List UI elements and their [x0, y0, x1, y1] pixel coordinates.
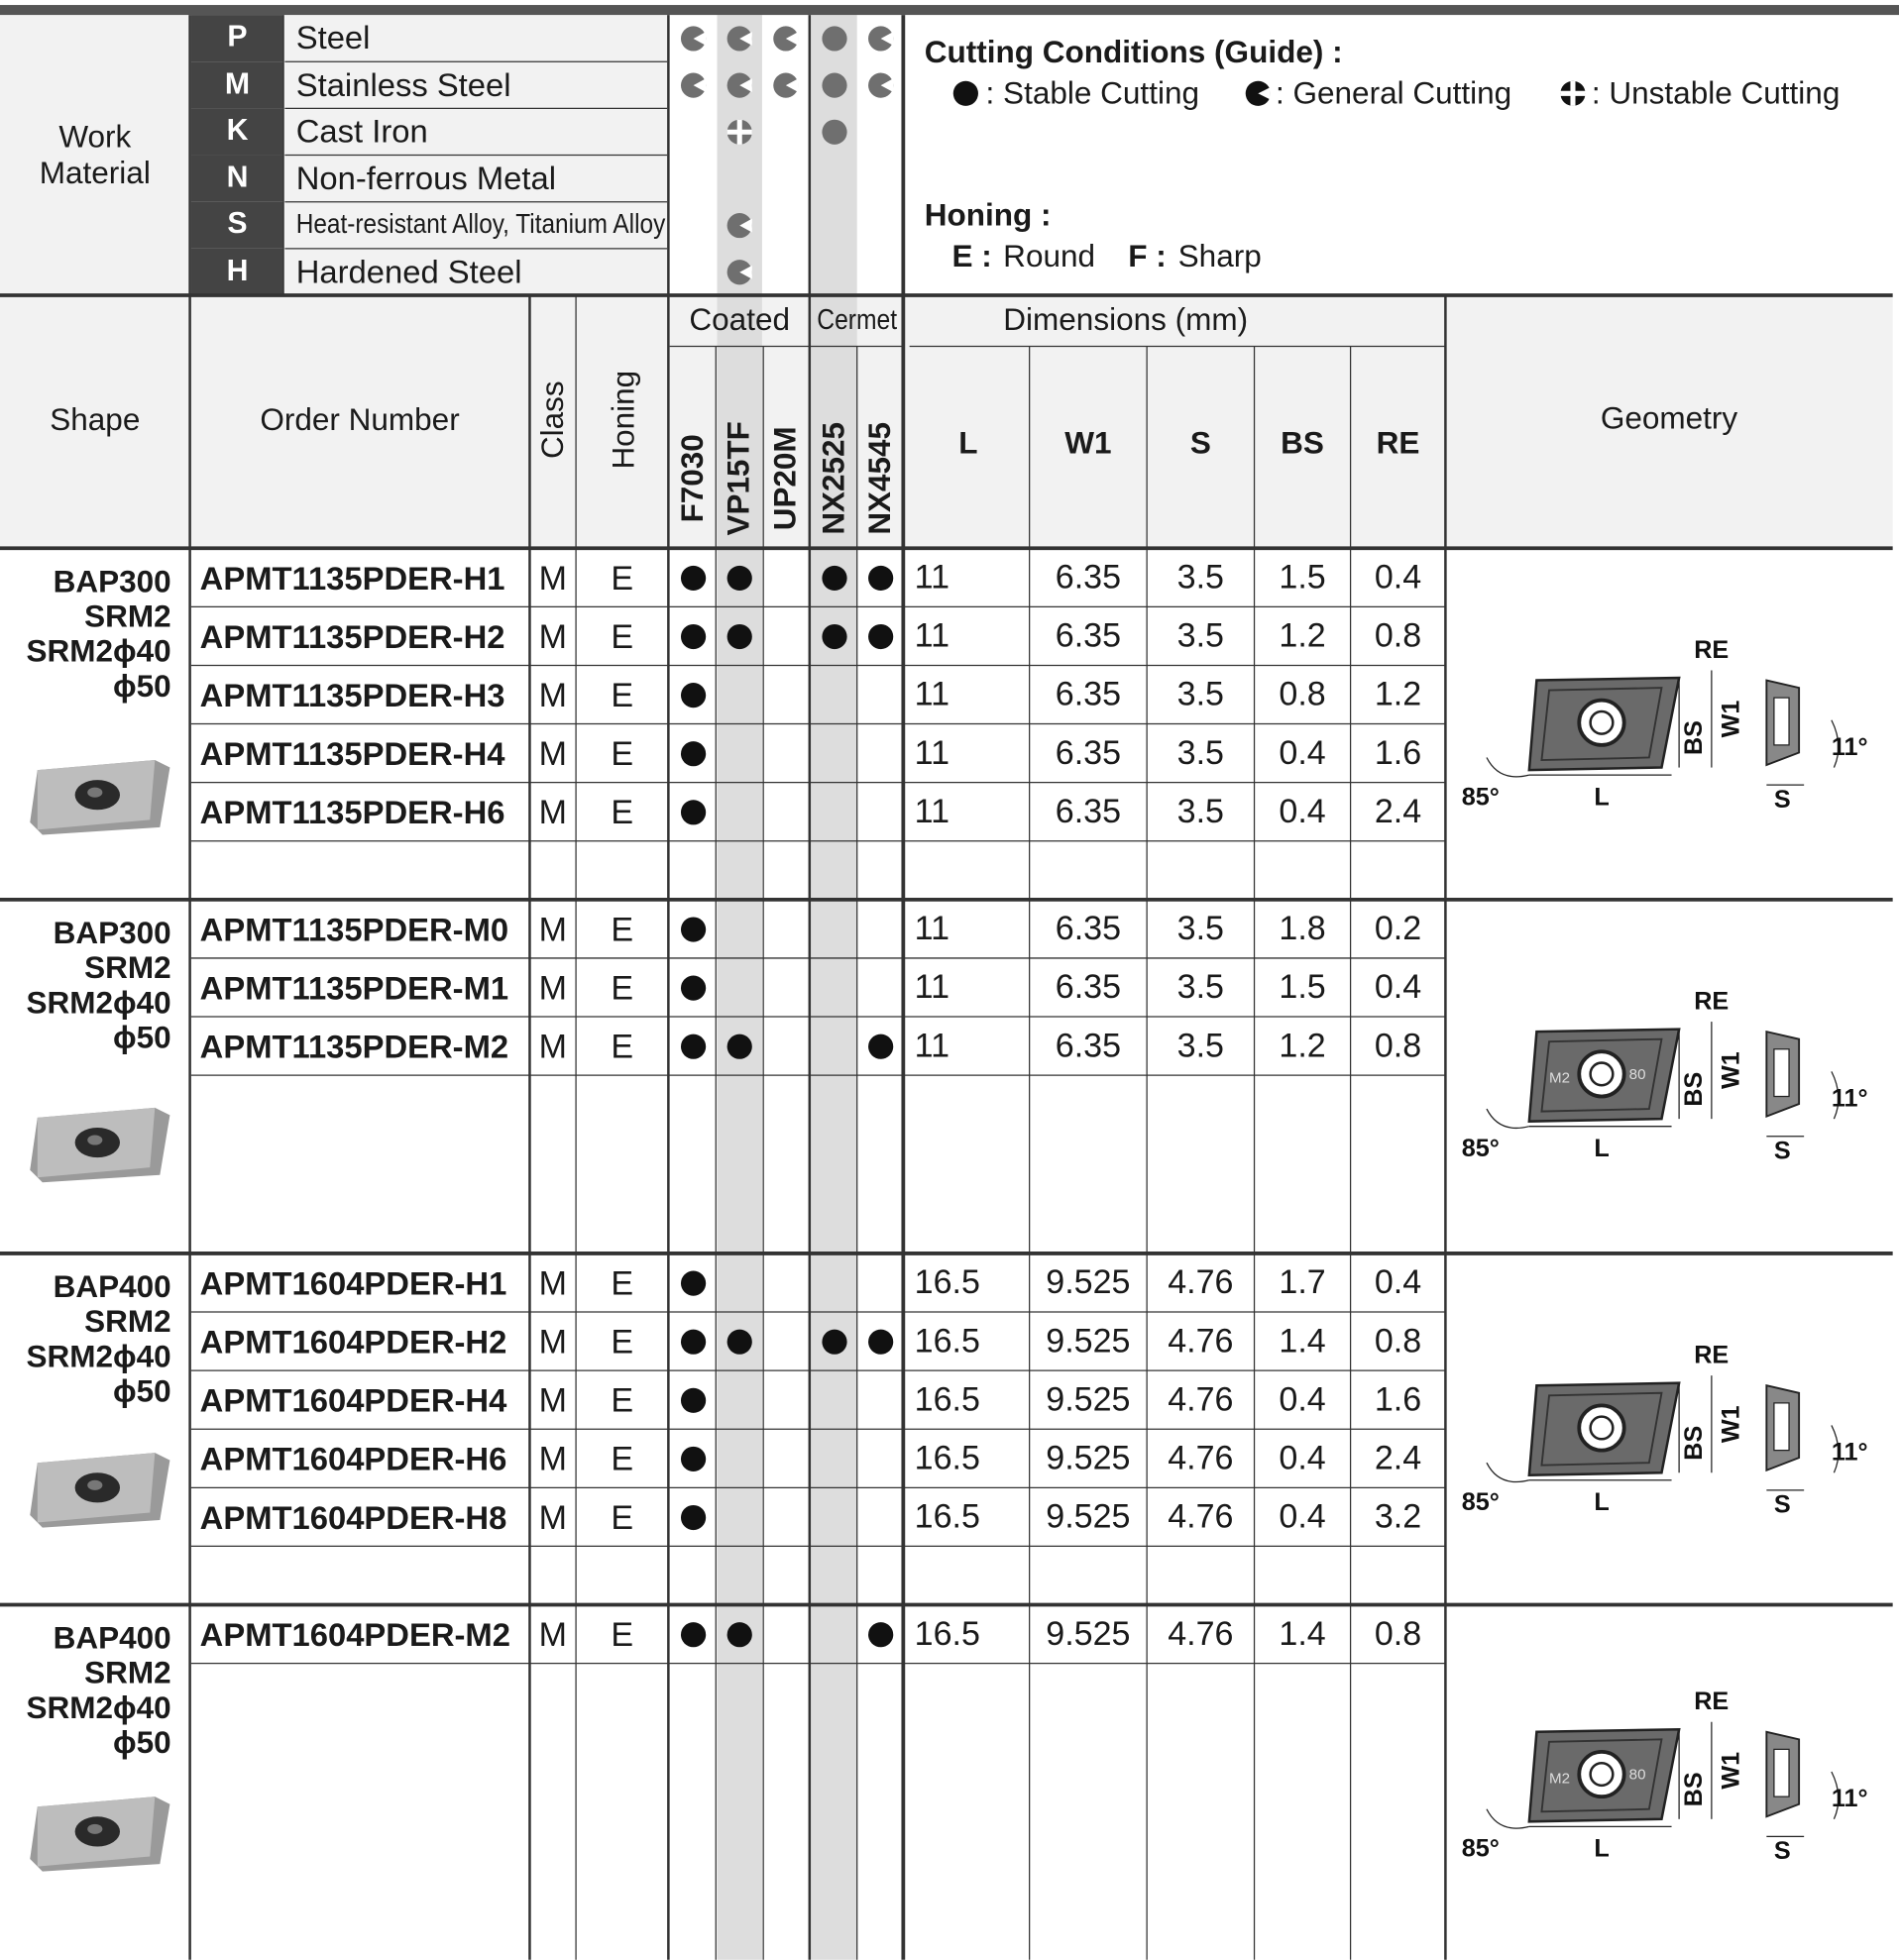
geometry-80-mark: 80	[1628, 1766, 1646, 1784]
header-shape: Shape	[50, 402, 141, 438]
geometry-l-label: L	[1594, 1487, 1610, 1516]
class-value: M	[538, 911, 567, 948]
grade-header: UP20M	[767, 426, 803, 531]
work-material-label	[0, 120, 190, 192]
class-value: M	[538, 559, 567, 598]
material-name: Non-ferrous Metal	[295, 159, 557, 197]
shape-label: SRM2ϕ40	[26, 1690, 171, 1726]
material-name: Stainless Steel	[295, 65, 511, 103]
geometry-11-label: 11°	[1831, 1785, 1868, 1813]
shape-label: BAP400	[53, 1269, 171, 1305]
geometry-80-mark: 80	[1628, 1065, 1646, 1083]
honing-value: E	[611, 1440, 634, 1478]
order-number: APMT1135PDER-M2	[199, 1028, 509, 1066]
dim-l-value: 11	[914, 909, 950, 947]
legend-general: : General Cutting	[1275, 75, 1512, 111]
dim-w1-value: 9.525	[1046, 1380, 1131, 1418]
dim-bs-value: 0.4	[1279, 1497, 1326, 1536]
material-name: Cast Iron	[295, 112, 428, 150]
dim-l-value: 16.5	[914, 1614, 980, 1653]
dim-bs-value: 1.8	[1279, 909, 1326, 947]
grade-header: F7030	[675, 434, 711, 523]
honing-value: E	[611, 1381, 634, 1420]
honing-f-value: Sharp	[1177, 239, 1262, 274]
dim-bs-value: 0.8	[1279, 675, 1326, 713]
order-number: APMT1135PDER-H1	[199, 559, 505, 598]
honing-e-key: E :	[951, 239, 992, 274]
dim-re-value: 0.2	[1374, 909, 1422, 947]
shape-label: BAP400	[53, 1620, 171, 1657]
dim-s-value: 4.76	[1168, 1263, 1234, 1301]
geometry-re-label: RE	[1694, 1688, 1730, 1716]
material-code-badge: P	[227, 20, 248, 54]
dim-re-value: 0.4	[1374, 1263, 1422, 1301]
honing-value: E	[611, 1264, 634, 1302]
dim-l-value: 11	[914, 792, 950, 830]
dim-s-value: 3.5	[1176, 792, 1224, 830]
order-number: APMT1135PDER-M1	[199, 969, 509, 1007]
dim-l-value: 11	[914, 616, 950, 655]
dim-bs-value: 1.4	[1279, 1614, 1326, 1653]
geometry-11-label: 11°	[1831, 1438, 1868, 1467]
class-value: M	[538, 1440, 567, 1478]
material-code-badge: H	[226, 253, 249, 287]
dim-s-value: 4.76	[1168, 1439, 1234, 1477]
dim-l-value: 16.5	[914, 1263, 980, 1301]
order-number: APMT1604PDER-H4	[199, 1381, 507, 1420]
geometry-re-label: RE	[1694, 1341, 1730, 1369]
dim-bs-value: 1.4	[1279, 1322, 1326, 1360]
header-coated: Coated	[689, 302, 791, 338]
shape-label: BAP300	[53, 564, 171, 599]
dim-l-value: 11	[914, 675, 950, 713]
dim-s-value: 3.5	[1176, 675, 1224, 713]
dim-header: S	[1189, 426, 1211, 462]
dim-w1-value: 6.35	[1055, 967, 1122, 1006]
shape-label: ϕ50	[113, 1725, 171, 1761]
geometry-bs-label: BS	[1679, 720, 1708, 755]
honing-value: E	[611, 793, 634, 831]
dim-re-value: 1.6	[1374, 1380, 1422, 1418]
dim-re-value: 0.8	[1374, 1614, 1422, 1653]
geometry-w1-label: W1	[1717, 1051, 1745, 1089]
dim-header: W1	[1064, 426, 1112, 462]
dim-re-value: 2.4	[1374, 792, 1422, 830]
legend-title: Cutting Conditions (Guide) :	[924, 35, 1343, 70]
shape-label: ϕ50	[113, 1373, 171, 1410]
geometry-85-label: 85°	[1461, 1834, 1500, 1863]
shape-label: SRM2ϕ40	[26, 1339, 171, 1374]
shape-label: SRM2	[84, 1656, 171, 1691]
dim-bs-value: 0.4	[1279, 1380, 1326, 1418]
dim-w1-value: 6.35	[1055, 558, 1122, 597]
geometry-l-label: L	[1594, 1134, 1610, 1162]
geometry-m2-mark: M2	[1549, 1069, 1571, 1087]
dim-re-value: 0.8	[1374, 1027, 1422, 1064]
dim-re-value: 0.4	[1374, 967, 1422, 1006]
class-value: M	[538, 676, 567, 714]
geometry-re-label: RE	[1694, 987, 1730, 1016]
shape-label: SRM2ϕ40	[26, 985, 171, 1021]
class-value: M	[538, 1264, 567, 1302]
honing-title: Honing :	[924, 197, 1052, 234]
dim-l-value: 16.5	[914, 1380, 980, 1418]
dim-s-value: 4.76	[1168, 1322, 1234, 1360]
geometry-w1-label: W1	[1717, 1405, 1745, 1444]
order-number: APMT1135PDER-H2	[199, 617, 505, 656]
header-dimensions: Dimensions (mm)	[1003, 302, 1249, 338]
class-value: M	[538, 1615, 567, 1654]
material-name: Hardened Steel	[295, 252, 522, 290]
dim-re-value: 2.4	[1374, 1439, 1422, 1477]
order-number: APMT1604PDER-H1	[199, 1264, 507, 1302]
geometry-85-label: 85°	[1461, 1134, 1500, 1162]
legend-general-icon	[1244, 79, 1272, 112]
shape-label: SRM2	[84, 599, 171, 635]
geometry-w1-label: W1	[1717, 1751, 1745, 1790]
geometry-s-label: S	[1773, 1137, 1791, 1165]
header-order-number: Order Number	[260, 402, 460, 438]
order-number: APMT1135PDER-H3	[199, 676, 505, 714]
geometry-l-label: L	[1594, 783, 1610, 812]
dim-re-value: 0.4	[1374, 558, 1422, 597]
dim-bs-value: 1.7	[1279, 1263, 1326, 1301]
dim-re-value: 0.8	[1374, 1322, 1422, 1360]
dim-bs-value: 1.5	[1279, 967, 1326, 1006]
order-number: APMT1135PDER-M0	[199, 911, 509, 948]
dim-l-value: 11	[914, 558, 950, 597]
geometry-11-label: 11°	[1831, 733, 1868, 761]
dim-w1-value: 9.525	[1046, 1322, 1131, 1360]
geometry-s-label: S	[1773, 785, 1791, 814]
class-value: M	[538, 969, 567, 1007]
dim-s-value: 3.5	[1176, 909, 1224, 947]
geometry-re-label: RE	[1694, 635, 1730, 664]
geometry-m2-mark: M2	[1549, 1770, 1571, 1788]
geometry-bs-label: BS	[1679, 1071, 1708, 1107]
geometry-85-label: 85°	[1461, 783, 1500, 812]
class-value: M	[538, 793, 567, 831]
dim-header: BS	[1281, 426, 1324, 462]
shape-label: SRM2	[84, 950, 171, 986]
order-number: APMT1604PDER-H2	[199, 1323, 507, 1361]
dim-s-value: 4.76	[1168, 1497, 1234, 1536]
geometry-11-label: 11°	[1831, 1084, 1868, 1113]
dim-bs-value: 0.4	[1279, 792, 1326, 830]
shape-label: BAP300	[53, 916, 171, 951]
work-material-line1: Work	[58, 119, 132, 155]
honing-value: E	[611, 617, 634, 656]
honing-value: E	[611, 1028, 634, 1066]
material-code-badge: N	[226, 160, 249, 194]
dim-l-value: 16.5	[914, 1439, 980, 1477]
header-class: Class	[535, 381, 571, 460]
dim-w1-value: 6.35	[1055, 1027, 1122, 1064]
dim-s-value: 4.76	[1168, 1380, 1234, 1418]
honing-f-key: F :	[1128, 239, 1167, 274]
order-number: APMT1135PDER-H4	[199, 734, 505, 773]
order-number: APMT1604PDER-M2	[199, 1615, 510, 1654]
dim-w1-value: 9.525	[1046, 1263, 1131, 1301]
dim-w1-value: 6.35	[1055, 909, 1122, 947]
dim-w1-value: 6.35	[1055, 675, 1122, 713]
shape-label: ϕ50	[113, 669, 171, 705]
header-cermet: Cermet	[817, 302, 898, 336]
geometry-bs-label: BS	[1679, 1772, 1708, 1807]
grade-header: NX2525	[816, 422, 852, 535]
class-value: M	[538, 1381, 567, 1420]
geometry-bs-label: BS	[1679, 1425, 1708, 1461]
shape-label: ϕ50	[113, 1020, 171, 1056]
material-code-badge: K	[226, 113, 249, 148]
dim-w1-value: 6.35	[1055, 616, 1122, 655]
dim-w1-value: 6.35	[1055, 792, 1122, 830]
dim-re-value: 0.8	[1374, 616, 1422, 655]
dim-bs-value: 1.2	[1279, 1027, 1326, 1064]
dim-s-value: 3.5	[1176, 558, 1224, 597]
honing-value: E	[611, 1323, 634, 1361]
honing-value: E	[611, 969, 634, 1007]
dim-re-value: 1.6	[1374, 733, 1422, 772]
dim-s-value: 3.5	[1176, 967, 1224, 1006]
dim-w1-value: 9.525	[1046, 1614, 1131, 1653]
class-value: M	[538, 1028, 567, 1066]
dim-s-value: 3.5	[1176, 1027, 1224, 1064]
class-value: M	[538, 1498, 567, 1537]
honing-value: E	[611, 1498, 634, 1537]
dim-bs-value: 0.4	[1279, 1439, 1326, 1477]
order-number: APMT1135PDER-H6	[199, 793, 505, 831]
honing-e-value: Round	[1003, 239, 1096, 274]
dim-l-value: 11	[914, 967, 950, 1006]
dim-l-value: 16.5	[914, 1322, 980, 1360]
dim-w1-value: 9.525	[1046, 1439, 1131, 1477]
honing-value: E	[611, 676, 634, 714]
geometry-w1-label: W1	[1717, 700, 1745, 738]
dim-bs-value: 1.5	[1279, 558, 1326, 597]
class-value: M	[538, 1323, 567, 1361]
class-value: M	[538, 617, 567, 656]
legend-stable-icon	[952, 79, 980, 112]
dim-bs-value: 1.2	[1279, 616, 1326, 655]
dim-l-value: 11	[914, 733, 950, 772]
dim-l-value: 16.5	[914, 1497, 980, 1536]
geometry-l-label: L	[1594, 1834, 1610, 1863]
class-value: M	[538, 734, 567, 773]
dim-l-value: 11	[914, 1027, 950, 1064]
legend-unstable: : Unstable Cutting	[1591, 75, 1841, 111]
dim-header: RE	[1376, 426, 1420, 462]
legend-stable: : Stable Cutting	[985, 75, 1200, 111]
order-number: APMT1604PDER-H6	[199, 1440, 507, 1478]
geometry-s-label: S	[1773, 1837, 1791, 1866]
geometry-85-label: 85°	[1461, 1487, 1500, 1516]
dim-re-value: 1.2	[1374, 675, 1422, 713]
header-honing: Honing	[606, 370, 642, 470]
honing-value: E	[611, 734, 634, 773]
work-material-line2: Material	[39, 156, 151, 191]
dim-s-value: 3.5	[1176, 616, 1224, 655]
header-geometry: Geometry	[1600, 400, 1738, 437]
dim-re-value: 3.2	[1374, 1497, 1422, 1536]
honing-value: E	[611, 1615, 634, 1654]
legend-unstable-icon	[1559, 79, 1587, 112]
dim-w1-value: 6.35	[1055, 733, 1122, 772]
honing-value: E	[611, 911, 634, 948]
geometry-s-label: S	[1773, 1490, 1791, 1519]
material-code-badge: S	[227, 206, 248, 241]
material-name: Steel	[295, 18, 371, 56]
grade-header: VP15TF	[721, 421, 757, 536]
dim-s-value: 3.5	[1176, 733, 1224, 772]
dim-bs-value: 0.4	[1279, 733, 1326, 772]
shape-label: SRM2	[84, 1304, 171, 1340]
dim-w1-value: 9.525	[1046, 1497, 1131, 1536]
honing-value: E	[611, 559, 634, 598]
dim-header: L	[958, 426, 978, 462]
shape-label: SRM2ϕ40	[26, 634, 171, 670]
grade-header: NX4545	[862, 422, 898, 535]
dim-s-value: 4.76	[1168, 1614, 1234, 1653]
material-name: Heat-resistant Alloy, Titanium Alloy	[295, 207, 666, 240]
order-number: APMT1604PDER-H8	[199, 1498, 507, 1537]
material-code-badge: M	[224, 66, 251, 101]
